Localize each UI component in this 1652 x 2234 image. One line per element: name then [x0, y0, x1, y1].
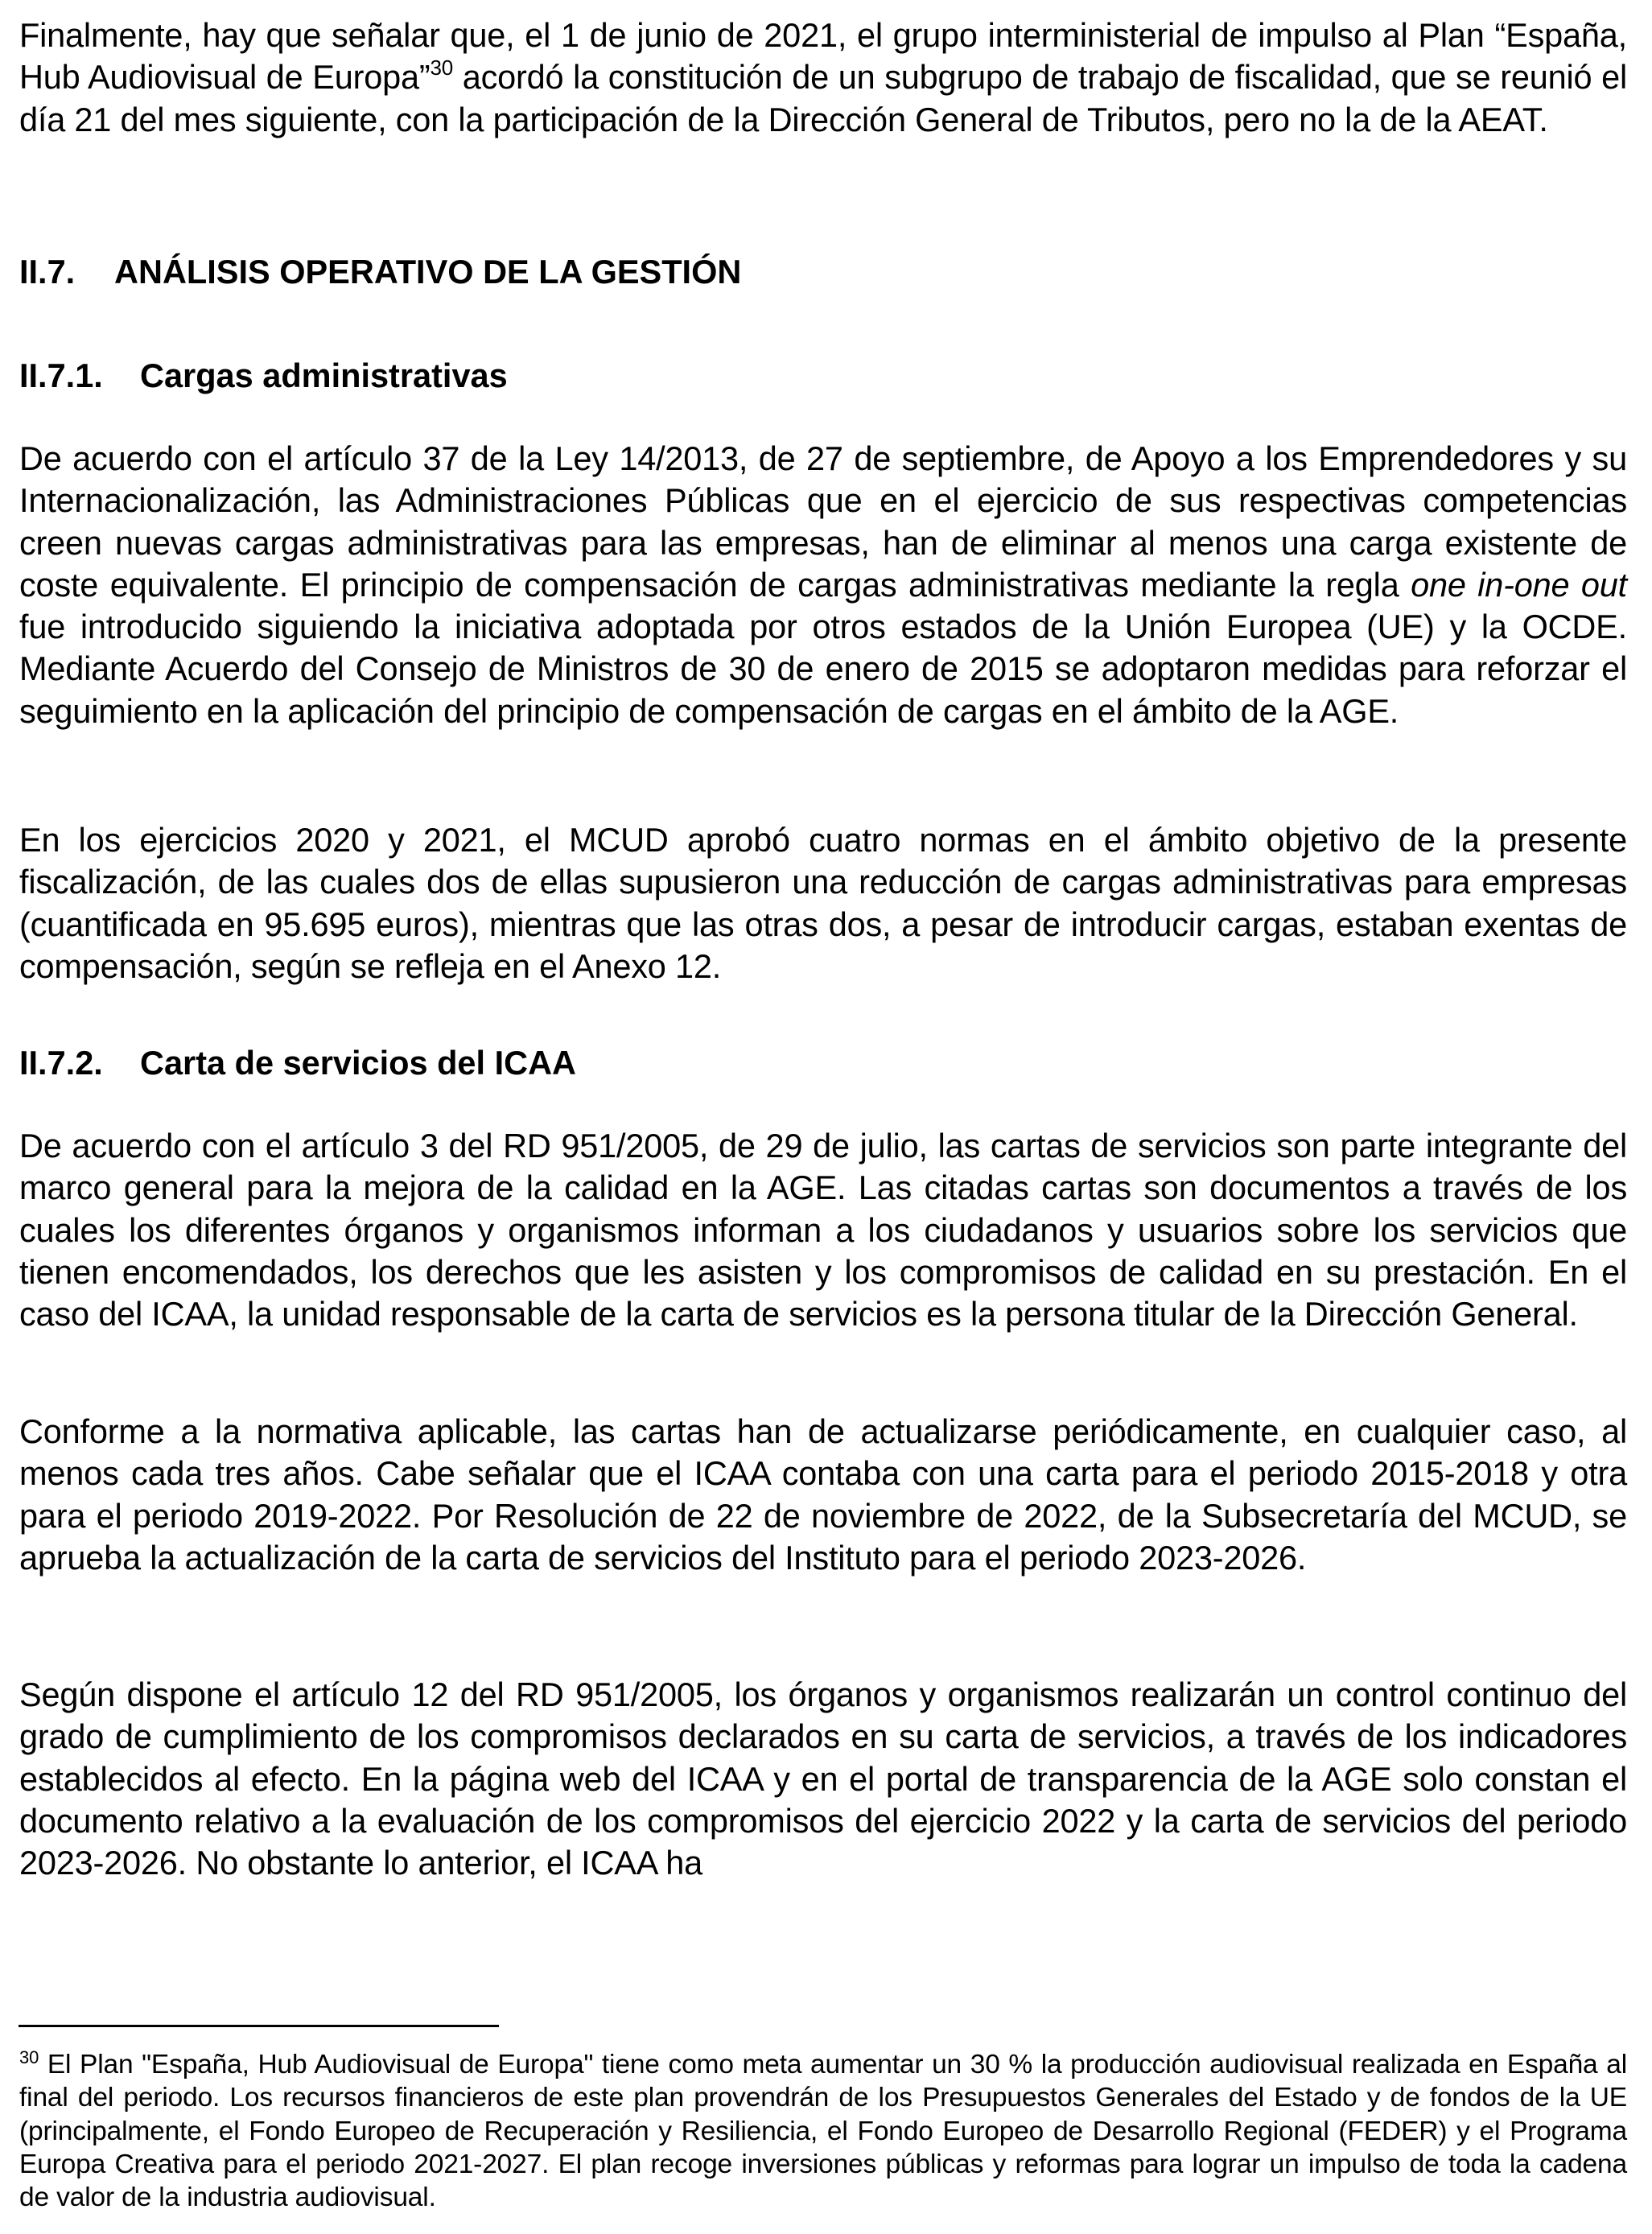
paragraph-text: fue introducido siguiendo la iniciativa adoptada por otros estados de la Unión Europea (UE) y la OCDE. Mediante Acuerdo del Consejo de Ministros de 30 de enero de 2015 se adoptaron medidas para reforzar el seguimiento en la aplicación del principio de compensación de cargas en el ámbito de la AGE. — [19, 608, 1627, 730]
paragraph-text: De acuerdo con el artículo 37 de la Ley 14/2013, de 27 de septiembre, de Apoyo a los Emprendedores y su Internacionalización, las Administraciones Públicas que en el ejercicio de sus respectivas competencias creen nuevas cargas administrativas para las empresas, han de eliminar al menos una carga existente de coste equivalente. El principio de compensación de cargas administrativas mediante la regla — [19, 439, 1627, 604]
section-heading-ii72 — [19, 1042, 1627, 1084]
paragraph-cargas-administrativas — [19, 438, 1627, 732]
section-title: ANÁLISIS OPERATIVO DE LA GESTIÓN — [114, 253, 742, 291]
footnote-mark: 30 — [19, 2046, 39, 2067]
section-number: II.7.1. — [19, 357, 103, 394]
emphasis-one-in-one-out: one in-one out — [1411, 565, 1627, 604]
section-heading-ii71 — [19, 355, 1627, 397]
section-heading-ii7 — [19, 251, 1627, 293]
paragraph-actualizacion-cartas: Conforme a la normativa aplicable, las cartas han de actualizarse periódicamente, en cualquier caso, al menos cada tres años. Cabe señalar que el ICAA contaba con una carta para el periodo 2015-2018 y otra para el periodo 2019-2022. Por Resolución de 22 de noviembre de 2022, de la Subsecretaría del MCUD, se aprueba la actualización de la carta de servicios del Instituto para el periodo 2023-2026. — [19, 1412, 1627, 1577]
footnote-separator — [19, 2025, 499, 2027]
paragraph-cartas-servicios: De acuerdo con el artículo 3 del RD 951/2005, de 29 de julio, las cartas de servicios son parte integrante del marco general para la mejora de la calidad en la AGE. Las citadas cartas son documentos a través de los cuales los diferentes órganos y organismos informan a los ciudadanos y usuarios sobre los servicios que tienen encomendados, los derechos que les asisten y los compromisos de calidad en su prestación. En el caso del ICAA, la unidad responsable de la carta de servicios es la persona titular de la Dirección General. — [19, 1127, 1627, 1333]
footnote-text: El Plan "España, Hub Audiovisual de Europa" tiene como meta aumentar un 30 % la producción audiovisual realizada en España al final del periodo. Los recursos financieros de este plan provendrán de los Presupuestos Generales del Estado y de fondos de la UE (principalmente, el Fondo Europeo de Recuperación y Resiliencia, el Fondo Europeo de Desarrollo Regional (FEDER) y el Programa Europa Creativa para el periodo 2021-2027. El plan recoge inversiones públicas y reformas para lograr un impulso de toda la cadena de valor de la industria audiovisual. — [19, 2050, 1627, 2213]
paragraph-hub-audiovisual — [19, 14, 1627, 141]
paragraph-normas-mcud: En los ejercicios 2020 y 2021, el MCUD aprobó cuatro normas en el ámbito objetivo de la presente fiscalización, de las cuales dos de ellas supusieron una reducción de cargas administrativas para empresas (cuantificada en 95.695 euros), mientras que las otras dos, a pesar de introducir cargas, estaban exentas de compensación, según se refleja en el Anexo 12. — [19, 821, 1627, 985]
section-title: Carta de servicios del ICAA — [140, 1044, 577, 1082]
paragraph-text: Finalmente, hay que señalar que, el 1 de junio de 2021, el grupo interministerial de impulso al Plan “España, Hub Audiovisual de Europa” — [19, 16, 1627, 97]
section-number: II.7. — [19, 253, 76, 291]
footnote-reference-30[interactable]: 30 — [430, 56, 453, 80]
paragraph-text: acordó la constitución de un subgrupo de trabajo de fiscalidad, que se reunió el día 21 del mes siguiente, con la participación de la Dirección General de Tributos, pero no la de la AEAT. — [19, 58, 1627, 138]
paragraph-control-cumplimiento: Según dispone el artículo 12 del RD 951/2005, los órganos y organismos realizarán un control continuo del grado de cumplimiento de los compromisos declarados en su carta de servicios, a través de los indicadores establecidos al efecto. En la página web del ICAA y en el portal de transparencia de la AGE solo constan el documento relativo a la evaluación de los compromisos del ejercicio 2022 y la carta de servicios del periodo 2023-2026. No obstante lo anterior, el ICAA ha — [19, 1676, 1627, 1882]
section-number: II.7.2. — [19, 1044, 103, 1082]
section-title: Cargas administrativas — [140, 357, 508, 394]
footnote-30 — [19, 2048, 1627, 2214]
